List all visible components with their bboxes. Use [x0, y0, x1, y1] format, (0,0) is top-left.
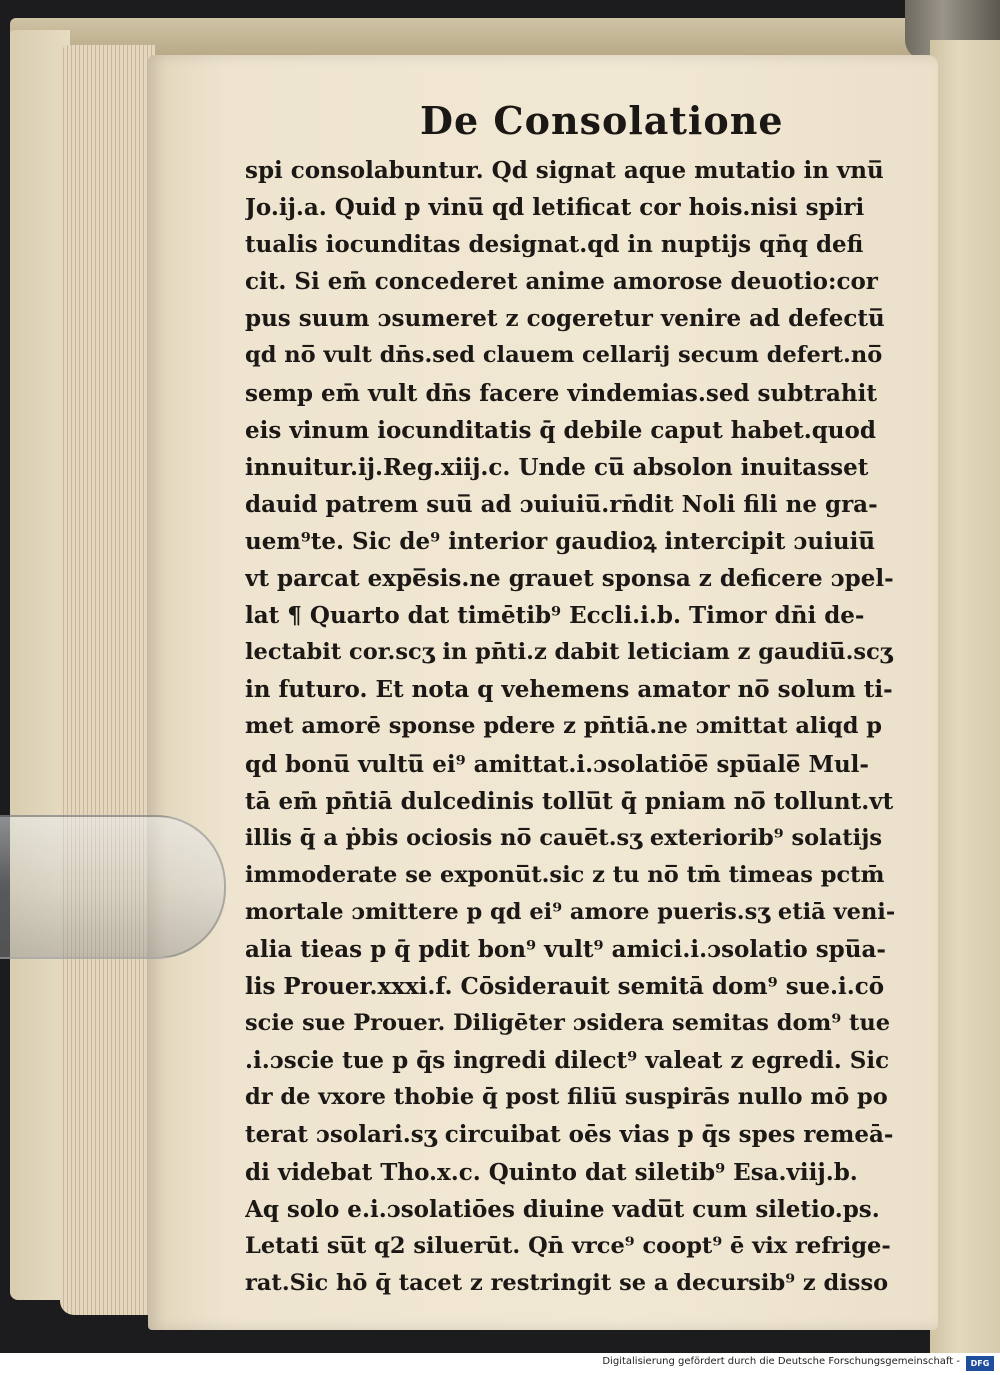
text-line: di videbat Tho.x.c. Quinto dat siletib⁹ Esa.viij.b.: [245, 1158, 858, 1186]
footer-credit: Digitalisierung gefördert durch die Deutsche Forschungsgemeinschaft -: [602, 1356, 960, 1367]
page-edges: [60, 45, 155, 1315]
text-line: qd bonu̅ vultu̅ ei⁹ amittat.i.ɔsolatiōe̅ spu̅ale̅ Mul-: [245, 750, 869, 778]
text-line: lat ¶ Quarto dat timētib⁹ Eccli.i.b. Timor dn̄i de-: [245, 602, 865, 630]
text-line: vt parcat expe̅sis.ne grauet sponsa z deficere ɔpel-: [245, 565, 894, 593]
text-line: scie sue Prouer. Diligēter ɔsidera semitas dom⁹ tue: [245, 1010, 891, 1037]
text-line: innuitur.ij.Reg.xiij.c. Unde cu̅ absolon inuitasset: [245, 453, 869, 481]
text-line: eis vinum iocunditatis q̄ debile caput habet.quod: [245, 416, 876, 444]
text-line: tā em̄ pn̄tiā dulcedinis tollu̅t q̄ pniam no̅ tollunt.vt: [245, 787, 894, 815]
text-line: Jo.ij.a. Quid p vinu̅ qd letificat cor hois.nisi spiri: [245, 194, 865, 222]
text-line: lectabit cor.scʒ in pn̄ti.z dabit leticiam z gaudiu̅.scʒ: [245, 639, 893, 666]
text-line: met amorē sponse pdere z pn̄tiā.ne ɔmittat aliqd p: [245, 713, 883, 740]
text-line: Aq solo e.i.ɔsolatiōes diuine vadu̅t cum siletio.ps.: [245, 1195, 880, 1223]
text-line: dauid patrem suu̅ ad ɔuiuiu̅.rn̄dit Noli fili ne gra-: [245, 490, 878, 518]
text-line: dr de vxore thobie q̄ post filiu̅ suspirās nullo mō po: [245, 1084, 888, 1111]
text-line: spi consolabuntur. Qd signat aque mutatio in vnu̅: [245, 157, 884, 184]
text-line: in futuro. Et nota q vehemens amator no̅ solum ti-: [245, 676, 893, 704]
text-line: mortale ɔmittere p qd ei⁹ amore pueris.sʒ etiā veni-: [245, 898, 895, 925]
text-line: terat ɔsolari.sʒ circuibat oēs vias p q̄s spes remeā-: [245, 1121, 894, 1149]
book-cover-right: [930, 40, 1000, 1353]
text-line: illis q̄ a ṗbis ociosis no̅ caue̅t.sʒ exteriorib⁹ solatijs: [245, 824, 883, 851]
text-line: qd no̅ vult dn̄s.sed clauem cellarij secum defert.no̅: [245, 342, 883, 369]
page-text: [245, 152, 895, 1302]
text-line: rat.Sic hō q̄ tacet z restringit se a decursib⁹ z disso: [245, 1269, 889, 1296]
text-line: cit. Si em̄ concederet anime amorose deuotio:cor: [245, 268, 878, 296]
text-line: pus suum ɔsumeret z cogeretur venire ad defectu̅: [245, 305, 885, 333]
text-line: alia tieas p q̄ pdit bon⁹ vult⁹ amici.i.ɔsolatio spu̅a-: [245, 935, 886, 963]
dfg-logo: DFG: [966, 1356, 994, 1371]
text-line: Letati su̅t q2 siluerūt. Qn̄ vrce⁹ coopt⁹ ē vix refrige-: [245, 1232, 891, 1259]
text-line: tualis iocunditas designat.qd in nuptijs qn̄q defi: [245, 231, 864, 259]
text-line: immoderate se exponu̅t.sic z tu no̅ tm̄ timeas pctm̄: [245, 861, 885, 888]
text-line: semp em̄ vult dn̄s facere vindemias.sed subtrahit: [245, 379, 878, 407]
page-header: De Consolatione: [420, 98, 784, 143]
text-line: lis Prouer.xxxi.f. Cōsiderauit semitā dom⁹ sue.i.cō: [245, 973, 885, 1001]
text-line: uem⁹te. Sic de⁹ interior gaudioꝝ intercipit ɔuiuiu̅: [245, 527, 876, 555]
book-clamp: [0, 815, 226, 959]
text-line: .i.ɔscie tue p q̄s ingredi dilect⁹ valeat z egredi. Sic: [245, 1047, 890, 1075]
